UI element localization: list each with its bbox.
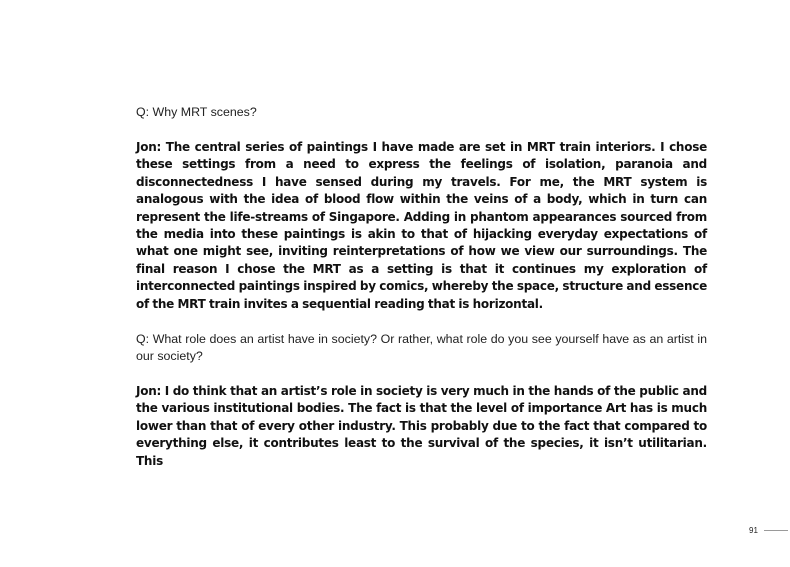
page-footer xyxy=(749,526,788,535)
answer-2: Jon: I do think that an artist’s role in society is very much in the hands of the public and the various institutional bodies. The fact is that the level of importance Art has is much lower than that of every other industry. This probably due to the fact that compared to everything else, it contributes least to the survival of the species, it isn’t utilitarian. This xyxy=(136,384,707,468)
question-1: Q: Why MRT scenes? xyxy=(136,105,257,119)
answer-1: Jon: The central series of paintings I have made are set in MRT train interiors. I chose these settings from a need to express the feelings of isolation, paranoia and disconnectedness I have sensed during my travels. For me, the MRT system is analogous with the idea of blood flow within the veins of a body, which in turn can represent the life-streams of Singapore. Adding in phantom appearances sourced from the media into these paintings is akin to that of hijacking everyday expectations of what one might see, inviting reinterpretations of how we view our surroundings. The final reason I chose the MRT as a setting is that it continues my exploration of interconnected paintings inspired by comics, whereby the space, structure and essence of the MRT train invites a sequential reading that is horizontal. xyxy=(136,140,707,311)
page-number-rule xyxy=(764,530,788,531)
question-2: Q: What role does an artist have in society? Or rather, what role do you see yourself have as an artist in our society? xyxy=(136,331,707,364)
document-body xyxy=(136,104,707,470)
paragraph-gap xyxy=(136,122,707,140)
page-number: 91 xyxy=(749,526,758,535)
paragraph-gap xyxy=(136,313,707,331)
paragraph-gap xyxy=(136,366,707,384)
